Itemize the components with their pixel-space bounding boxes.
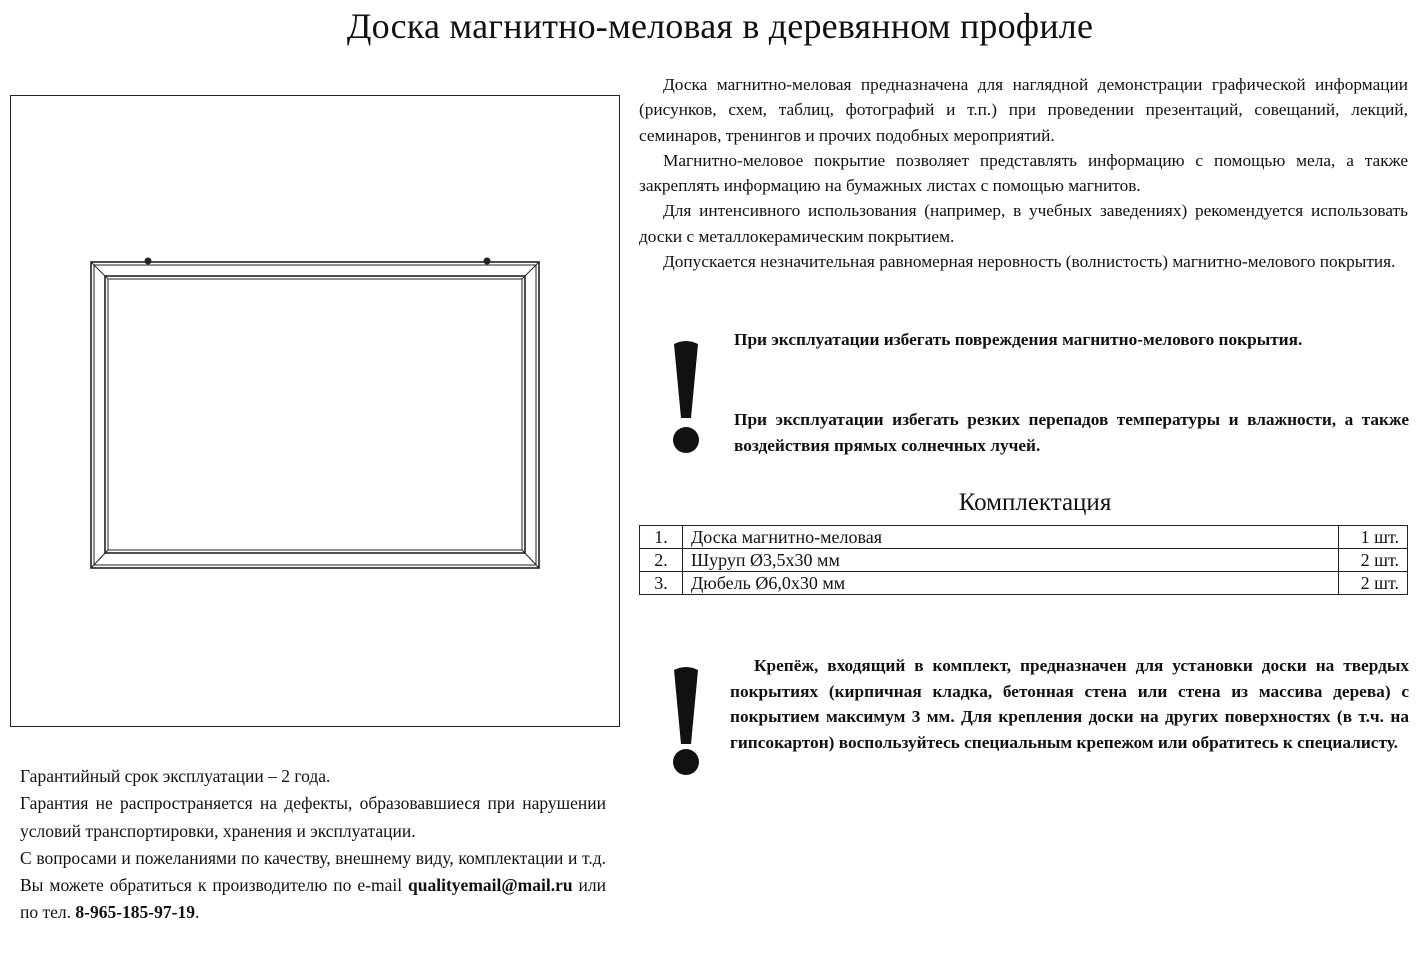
contact-prefix: С вопросами и пожеланиями по качеству, внешнему виду, комплектации и т.д. Вы можете обратиться к производителю по e-mail: [20, 847, 606, 896]
board-surface: [108, 279, 522, 550]
description-paragraph: Допускается незначительная равномерная неровность (волнистость) магнитно-мелового покрытия.: [663, 252, 1396, 272]
mounting-note-text: Крепёж, входящий в комплект, предназначен для установки доски на твердых покрытиях (кирпичная кладка, бетонная стена или стена из массива дерева) с покрытием максимум 3 мм. Для крепления доски на других поверхностях (в т.ч. на гипсокартон) воспользуйтесь специальным крепежом или обратитесь к специалисту.: [730, 656, 1409, 752]
description-paragraph: Для интенсивного использования (например, в учебных заведениях) рекомендуется использовать доски с металлокерамическим покрытием.: [639, 201, 1408, 246]
board-illustration: [11, 96, 618, 725]
table-row: [640, 526, 1408, 549]
board-frame-edge: [94, 265, 536, 565]
kit-name: Дюбель Ø6,0х30 мм: [683, 572, 1339, 595]
contact-phone[interactable]: 8-965-185-97-19: [75, 902, 195, 923]
kit-title: Комплектация: [958, 489, 1112, 516]
kit-qty: 2 шт.: [1339, 572, 1408, 595]
contact-middle: или по тел.: [20, 875, 606, 923]
kit-qty: 2 шт.: [1339, 549, 1408, 572]
board-outer-frame: [91, 262, 539, 568]
exclamation-icon: [664, 338, 708, 468]
description-paragraph: Магнитно-меловое покрытие позволяет представлять информацию с помощью мела, а также закреплять информацию на бумажных листах с помощью магнитов.: [639, 150, 1408, 196]
warranty-exclusion: Гарантия не распространяется на дефекты, образовавшиеся при нарушении условий транспортировки, хранения и эксплуатации.: [20, 793, 606, 841]
board-illustration-frame: [10, 95, 620, 727]
table-row: [640, 572, 1408, 595]
kit-num: 1.: [640, 526, 683, 549]
warning-coating: При эксплуатации избегать повреждения магнитно-мелового покрытия.: [734, 330, 1303, 349]
warning-climate: При эксплуатации избегать резких перепадов температуры и влажности, а также воздействия прямых солнечных лучей.: [734, 410, 1409, 455]
kit-table: [639, 525, 1408, 595]
description-paragraph: Доска магнитно-меловая предназначена для наглядной демонстрации графической информации (рисунков, схем, таблиц, фотографий и т.п.) при проведении презентаций, совещаний, лекций, семинаров, тренингов и прочих подобных мероприятий.: [639, 75, 1408, 145]
exclamation-icon: [664, 664, 708, 794]
hook-left-icon: [145, 258, 152, 265]
kit-name: Шуруп Ø3,5х30 мм: [683, 549, 1339, 572]
board-inner-frame: [105, 276, 525, 553]
kit-qty: 1 шт.: [1339, 526, 1408, 549]
kit-num: 3.: [640, 572, 683, 595]
warranty-term: Гарантийный срок эксплуатации – 2 года.: [20, 766, 331, 786]
contact-suffix: .: [194, 902, 200, 923]
contact-email[interactable]: qualityemail@mail.ru: [408, 875, 573, 896]
kit-name: Доска магнитно-меловая: [683, 526, 1339, 549]
hook-right-icon: [484, 258, 491, 265]
page-title: Доска магнитно-меловая в деревянном профиле: [346, 6, 1094, 46]
description: [639, 72, 1408, 274]
mounting-note: [730, 653, 1409, 755]
warranty: [20, 763, 606, 927]
table-row: [640, 549, 1408, 572]
warranty-contact: [20, 845, 606, 927]
kit-num: 2.: [640, 549, 683, 572]
